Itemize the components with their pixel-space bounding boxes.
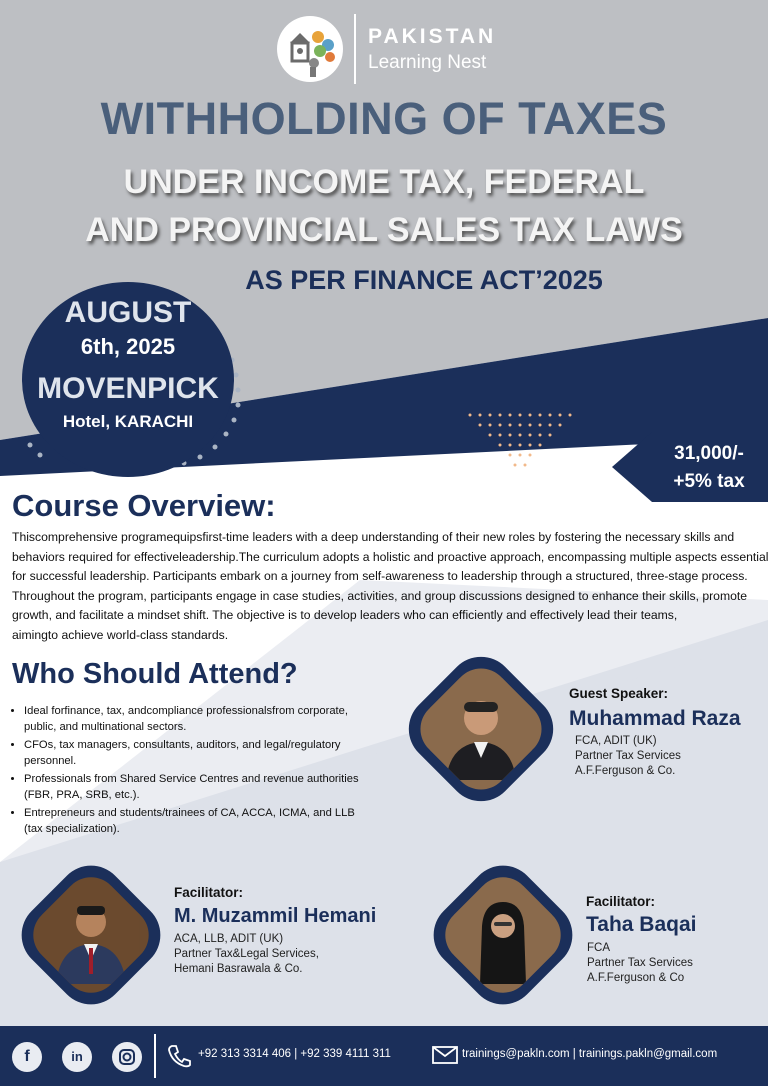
course-overview-text — [12, 528, 768, 646]
date-venue-text — [22, 296, 234, 432]
subtitle-line1: UNDER INCOME TAX, FEDERAL — [123, 163, 645, 201]
list-item: • Ideal forfinance, tax, andcompliance professionalsfrom corporate, public, and multinational sectors. — [24, 703, 369, 735]
overview-line: Thiscomprehensive programequipsfirst-time leaders with a deep understanding of their new roles by fostering the necessary skills and — [12, 530, 735, 544]
price-amount: 31,000/- — [674, 443, 744, 464]
speaker-firm: A.F.Ferguson & Co. — [575, 765, 676, 777]
person-avatar-icon — [42, 886, 140, 984]
speaker-position: Partner Tax Services — [575, 750, 681, 762]
finance-act-label: AS PER FINANCE ACT’2025 — [245, 265, 603, 295]
course-overview-heading: Course Overview: — [12, 488, 276, 523]
event-month: AUGUST — [64, 296, 192, 329]
event-venue: MOVENPICK — [37, 372, 219, 405]
facebook-icon[interactable]: f — [12, 1042, 42, 1072]
brand-logo — [276, 14, 496, 84]
person-avatar-icon — [454, 886, 552, 984]
brand-line2: Learning Nest — [368, 52, 487, 73]
speaker-firm: Hemani Basrawala & Co. — [174, 963, 303, 975]
speaker-position: Partner Tax Services — [587, 957, 693, 969]
speaker-firm: A.F.Ferguson & Co — [587, 972, 685, 984]
guest-speaker-details — [575, 734, 681, 779]
facilitator1-details — [174, 932, 319, 977]
logo-divider — [354, 14, 356, 84]
instagram-icon[interactable] — [112, 1042, 142, 1072]
email-addresses[interactable]: trainings@pakln.com | trainings.pakln@gmail.com — [462, 1048, 718, 1060]
overview-line: for successful leadership. Participants embark on a journey from self-awareness to leadership through a structured, three-stage process. — [12, 569, 748, 584]
speaker-credential: FCA — [587, 942, 610, 954]
list-item: • Entrepreneurs and students/trainees of CA, ACCA, ICMA, and LLB (tax specialization). — [24, 805, 369, 837]
facilitator1-role: Facilitator: — [174, 885, 244, 900]
guest-speaker-name: Muhammad Raza — [569, 707, 741, 730]
instagram-glyph — [112, 1042, 142, 1072]
facilitator1-name: M. Muzammil Hemani — [174, 905, 377, 927]
overview-line: Throughout the program, participants engage in case studies, activities, and group discussions designed to enhance their skills, promote — [12, 588, 748, 603]
overview-line: behaviors required for effectiveleadership.The curriculum adopts a holistic and proactive approach, encompassing multiple aspects essential — [12, 549, 768, 564]
attendee-list — [10, 703, 369, 839]
overview-line: growth, and facilitate a mindset shift. The objective is to develop leaders who can efficiently and effectively lead their teams, — [12, 608, 678, 623]
email-icon — [432, 1046, 458, 1064]
brand-name — [368, 26, 496, 72]
subtitle-line2: AND PROVINCIAL SALES TAX LAWS — [85, 211, 683, 249]
speaker-credential: ACA, LLB, ADIT (UK) — [174, 933, 284, 945]
guest-speaker-role: Guest Speaker: — [569, 686, 669, 701]
price-tax: +5% tax — [673, 471, 745, 492]
nest-logo-icon — [276, 15, 344, 83]
price-text — [650, 440, 768, 496]
facilitator2-role: Facilitator: — [586, 894, 656, 909]
who-should-attend-heading: Who Should Attend? — [12, 658, 298, 690]
page-title: WITHHOLDING OF TAXES — [100, 93, 668, 144]
footer-divider — [154, 1034, 156, 1078]
speaker-position: Partner Tax&Legal Services, — [174, 948, 319, 960]
event-day: 6th, 2025 — [80, 334, 176, 359]
speaker-credential: FCA, ADIT (UK) — [575, 735, 657, 747]
linkedin-icon[interactable]: in — [62, 1042, 92, 1072]
brand-line1: PAKISTAN — [368, 25, 497, 48]
phone-numbers[interactable]: +92 313 3314 406 | +92 339 4111 311 — [198, 1048, 391, 1060]
facilitator2-name: Taha Baqai — [586, 913, 697, 936]
phone-icon — [166, 1044, 192, 1068]
person-avatar-icon — [430, 678, 532, 780]
list-item: • CFOs, tax managers, consultants, auditors, and legal/regulatory personnel. — [24, 737, 369, 769]
list-item: • Professionals from Shared Service Centres and revenue authorities (FBR, PRA, SRB, etc.). — [24, 771, 369, 803]
overview-line: aimingto achieve world-class standards. — [12, 627, 229, 642]
event-city: Hotel, KARACHI — [62, 412, 194, 431]
facilitator2-details — [587, 941, 693, 986]
